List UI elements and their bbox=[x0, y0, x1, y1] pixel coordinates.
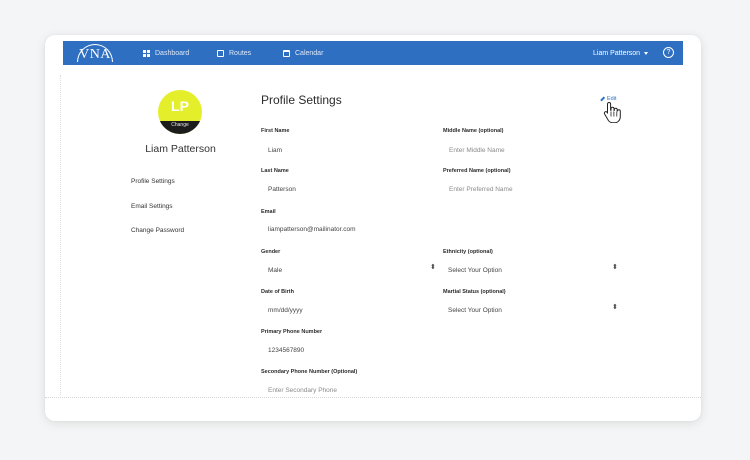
primary-phone-label: Primary Phone Number bbox=[261, 329, 323, 335]
hand-pointer-icon bbox=[603, 101, 621, 123]
calendar-icon bbox=[283, 50, 290, 57]
primary-phone-input[interactable]: 1234567890 bbox=[268, 347, 305, 354]
app-window bbox=[45, 35, 701, 421]
last-name-label: Last Name bbox=[261, 168, 289, 174]
nav-calendar[interactable] bbox=[283, 41, 323, 65]
sidebar-item-email-settings[interactable]: Email Settings bbox=[131, 203, 173, 210]
map-icon bbox=[217, 50, 224, 57]
secondary-phone-label: Secondary Phone Number (Optional) bbox=[261, 369, 358, 375]
avatar[interactable] bbox=[158, 90, 202, 134]
dashboard-grid-icon bbox=[143, 50, 150, 57]
preferred-name-label: Preferred Name (optional) bbox=[443, 168, 511, 174]
divider bbox=[60, 75, 61, 395]
email-input[interactable]: liampatterson@mailinator.com bbox=[268, 226, 356, 233]
change-avatar-button[interactable]: Change bbox=[158, 121, 202, 134]
select-arrows-icon: ⬍ bbox=[612, 264, 618, 271]
divider bbox=[45, 397, 701, 398]
nav-routes-label: Routes bbox=[229, 49, 252, 57]
avatar-initials: LP bbox=[171, 98, 189, 114]
user-menu-label: Liam Patterson bbox=[593, 49, 641, 57]
chevron-down-icon bbox=[644, 52, 648, 55]
secondary-phone-input[interactable]: Enter Secondary Phone bbox=[268, 387, 338, 394]
profile-name: Liam Patterson bbox=[145, 143, 216, 155]
nav-dashboard[interactable] bbox=[143, 41, 189, 65]
user-menu[interactable] bbox=[593, 41, 648, 65]
logo-text: VNA bbox=[79, 47, 111, 62]
gender-label: Gender bbox=[261, 249, 281, 255]
nav-dashboard-label: Dashboard bbox=[155, 49, 190, 57]
first-name-label: First Name bbox=[261, 128, 290, 134]
nav-routes[interactable] bbox=[217, 41, 251, 65]
last-name-input[interactable]: Patterson bbox=[268, 186, 296, 193]
top-navbar bbox=[63, 41, 683, 65]
middle-name-input[interactable]: Enter Middle Name bbox=[449, 147, 505, 154]
marital-status-label: Martial Status (optional) bbox=[443, 289, 506, 295]
email-label: Email bbox=[261, 209, 276, 215]
vna-logo[interactable] bbox=[73, 42, 117, 64]
sidebar-item-change-password[interactable]: Change Password bbox=[131, 227, 185, 234]
marital-status-select[interactable]: Select Your Option bbox=[448, 307, 502, 314]
page-title: Profile Settings bbox=[261, 93, 342, 107]
help-icon-glyph: ? bbox=[666, 49, 671, 56]
dob-label: Date of Birth bbox=[261, 289, 294, 295]
preferred-name-input[interactable]: Enter Preferred Name bbox=[449, 186, 513, 193]
middle-name-label: Middle Name (optional) bbox=[443, 128, 504, 134]
ethnicity-label: Ethnicity (optional) bbox=[443, 249, 493, 255]
ethnicity-select[interactable]: Select Your Option bbox=[448, 267, 502, 274]
dob-input[interactable]: mm/dd/yyyy bbox=[268, 307, 303, 314]
select-arrows-icon: ⬍ bbox=[612, 304, 618, 311]
help-icon[interactable] bbox=[663, 47, 674, 58]
edit-label: Edit bbox=[607, 96, 617, 102]
select-arrows-icon: ⬍ bbox=[430, 264, 436, 271]
sidebar-item-profile-settings[interactable]: Profile Settings bbox=[131, 178, 175, 185]
first-name-input[interactable]: Liam bbox=[268, 147, 283, 154]
gender-select[interactable]: Male bbox=[268, 267, 283, 274]
nav-calendar-label: Calendar bbox=[295, 49, 324, 57]
